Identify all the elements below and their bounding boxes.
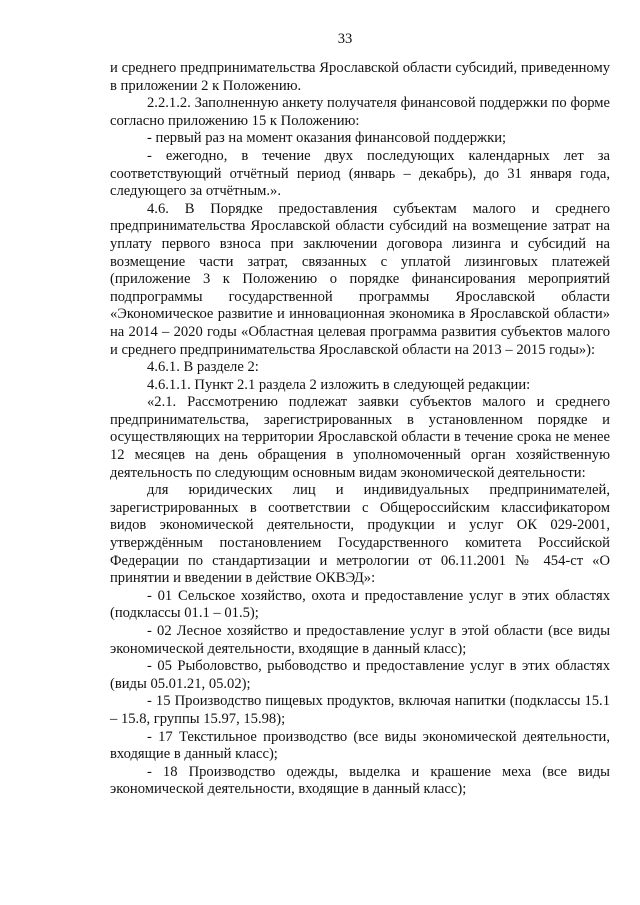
document-body [110, 60, 610, 799]
paragraph: «2.1. Рассмотрению подлежат заявки субъектов малого и среднего предпринимательства, зарегистрированных в установленном порядке и осуществляющих на территории Ярославской области в течение срока не менее 12 месяцев на день обращения в уполномоченный орган хозяйственную деятельность по следующим основным видам экономической деятельности: [110, 394, 610, 481]
list-item: - 17 Текстильное производство (все виды экономической деятельности, входящие в данный класс); [110, 728, 610, 763]
list-item: - 18 Производство одежды, выделка и крашение меха (все виды экономической деятельности, входящие в данный класс); [110, 763, 610, 798]
paragraph: 4.6.1. В разделе 2: [147, 359, 259, 376]
list-item: - первый раз на момент оказания финансовой поддержки; [147, 130, 507, 147]
list-item: - 05 Рыболовство, рыбоводство и предоставление услуг в этих областях (виды 05.01.21, 05.02); [110, 658, 610, 692]
list-item: - 15 Производство пищевых продуктов, включая напитки (подклассы 15.1 – 15.8, группы 15.97, 15.98); [110, 693, 610, 727]
paragraph: 4.6. В Порядке предоставления субъектам малого и среднего предпринимательства Ярославской области субсидий на возмещение затрат на уплату первого взноса при заключении договора лизинга и субсидий на возмещение части затрат, связанных с уплатой лизинговых платежей (приложение 3 к Положению о порядке финансирования мероприятий подпрограммы государственной программы Ярославской области «Экономическое развитие и инновационная экономика в Ярославской области» на 2014 – 2020 годы «Областная целевая программа развития субъектов малого и среднего предпринимательства Ярославской области на 2013 – 2015 годы»): [110, 200, 610, 358]
paragraph: 2.2.1.2. Заполненную анкету получателя финансовой поддержки по форме согласно приложению 15 к Положению: [110, 95, 610, 129]
list-item: - 02 Лесное хозяйство и предоставление услуг в этой области (все виды экономической деятельности, входящие в данный класс); [110, 623, 610, 657]
paragraph: для юридических лиц и индивидуальных предпринимателей, зарегистрированных в соответствии с Общероссийским классификатором видов экономической деятельности, продукции и услуг ОК 029-2001, утверждённым постановлением Государственного комитета Российской Федерации по стандартизации и метрологии от 06.11.2001 № 454-ст «О принятии и введении в действие ОКВЭД»: [110, 482, 610, 587]
paragraph: 4.6.1.1. Пункт 2.1 раздела 2 изложить в следующей редакции: [147, 376, 531, 393]
paragraph: и среднего предпринимательства Ярославской области субсидий, приведенному в приложении 2 к Положению. [110, 60, 610, 94]
list-item: - 01 Сельское хозяйство, охота и предоставление услуг в этих областях (подклассы 01.1 – 01.5); [110, 587, 610, 622]
page-number: 33 [337, 31, 353, 47]
list-item: - ежегодно, в течение двух последующих календарных лет за соответствующий отчётный период (январь – декабрь), до 31 января года, следующего за отчётным.». [110, 147, 610, 200]
